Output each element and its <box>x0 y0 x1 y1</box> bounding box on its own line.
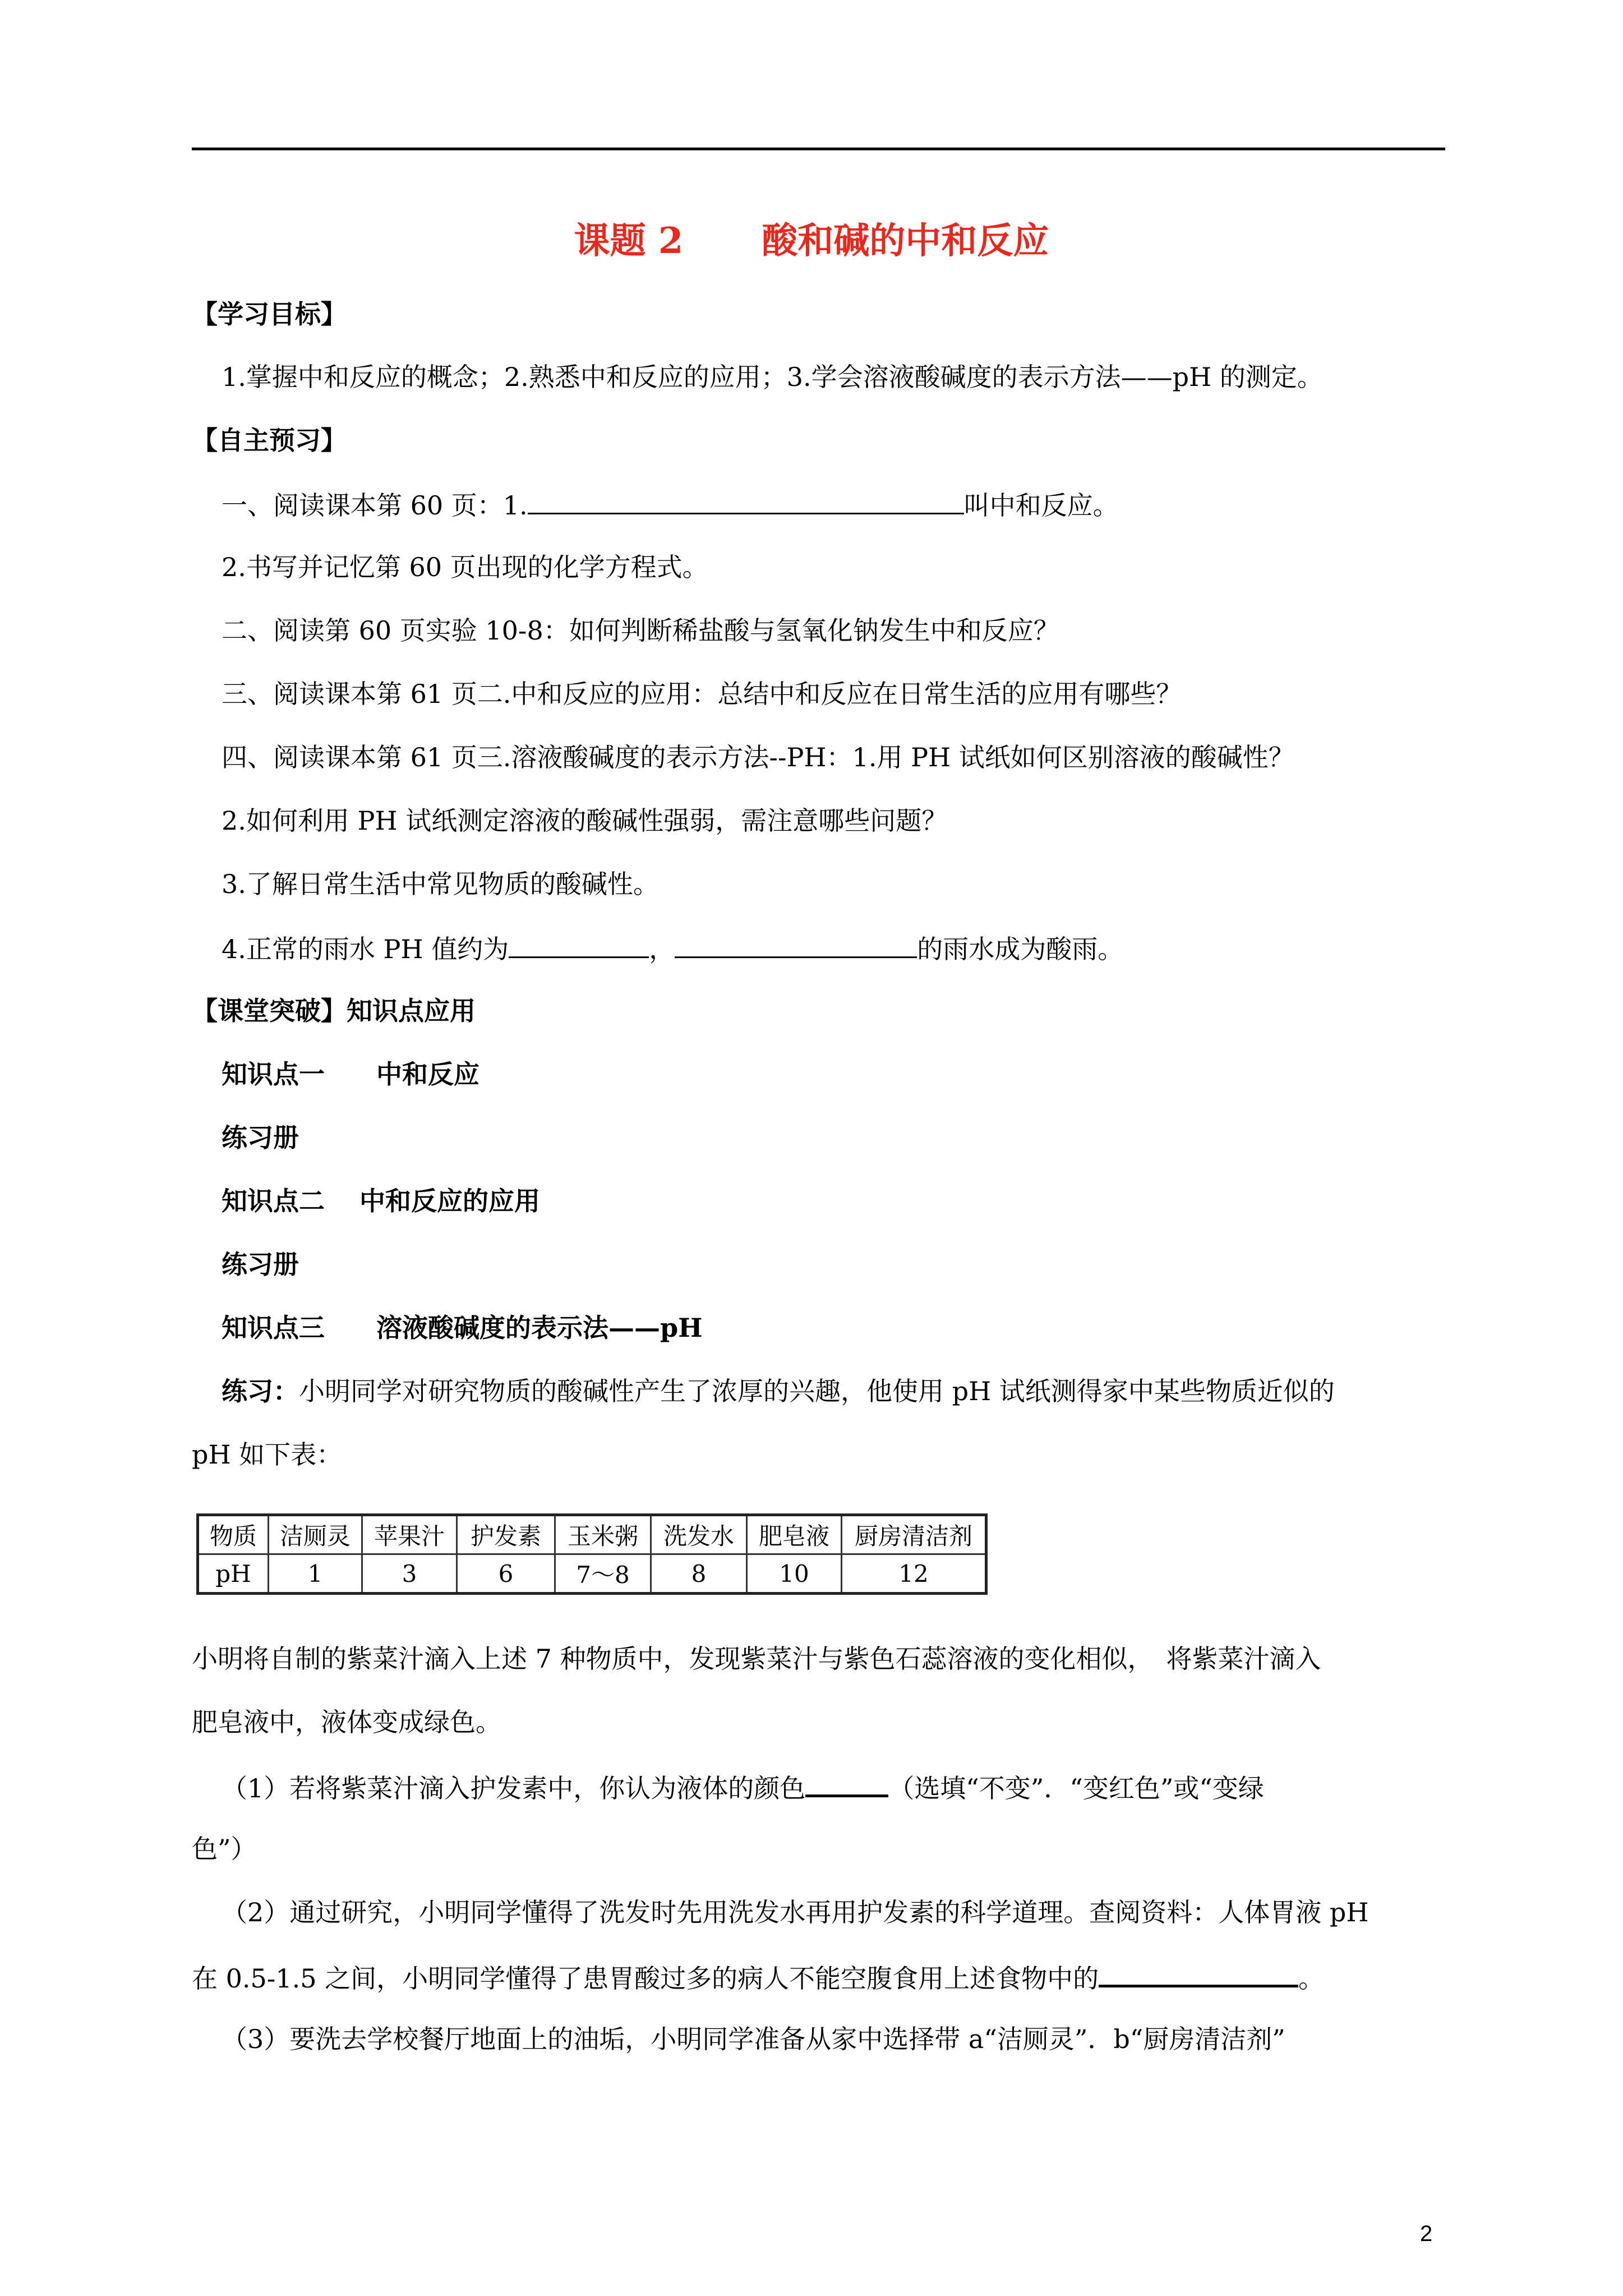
question-1-cont: 色”） <box>192 1834 257 1864</box>
table-cell: 厨房清洁剂 <box>842 1515 986 1554</box>
exercise-after-1: 小明将自制的紫菜汁滴入上述 7 种物质中，发现紫菜汁与紫色石蕊溶液的变化相似， 将紫菜汁滴入 <box>192 1644 1321 1674</box>
preview-q8: 4.正常的雨水 PH 值约为 ， 的雨水成为酸雨。 <box>222 931 1123 966</box>
title-topic: 酸和碱的中和反应 <box>762 220 1049 262</box>
preview-q2: 2.书写并记忆第 60 页出现的化学方程式。 <box>222 552 708 582</box>
knowledge-point-2: 知识点二 中和反应的应用 <box>222 1186 541 1216</box>
preview-q1: 一、阅读课本第 60 页：1. 叫中和反应。 <box>222 487 1119 522</box>
knowledge-point-3: 知识点三 溶液酸碱度的表示法——pH <box>222 1313 703 1343</box>
classroom-header: 【课堂突破】知识点应用 <box>192 996 476 1026</box>
title-lesson: 课题 2 <box>574 220 684 262</box>
page-title <box>0 212 1623 264</box>
table-cell: 7～8 <box>555 1554 651 1594</box>
preview-q6: 2.如何利用 PH 试纸测定溶液的酸碱性强弱，需注意哪些问题？ <box>222 806 948 836</box>
objectives-header: 【学习目标】 <box>192 299 347 329</box>
header-rule <box>192 148 1445 150</box>
question-3: （3）要洗去学校餐厅地面上的油垢，小明同学准备从家中选择带 a“洁厕灵”．b“厨房清洁剂” <box>222 2024 1285 2054</box>
table-cell: 3 <box>362 1554 457 1594</box>
answer-blank[interactable] <box>509 931 649 958</box>
table-cell: 物质 <box>198 1515 269 1554</box>
exercise-after-2: 肥皂液中，液体变成绿色。 <box>192 1707 501 1737</box>
workbook-label-2: 练习册 <box>222 1249 299 1280</box>
preview-q7: 3.了解日常生活中常见物质的酸碱性。 <box>222 869 659 899</box>
preview-q4: 三、阅读课本第 61 页二.中和反应的应用：总结中和反应在日常生活的应用有哪些？ <box>222 679 1182 709</box>
table-cell: 10 <box>747 1554 842 1594</box>
table-cell: 洗发水 <box>651 1515 747 1554</box>
table-row <box>198 1515 986 1554</box>
workbook-label-1: 练习册 <box>222 1122 299 1153</box>
preview-header: 【自主预习】 <box>192 425 347 455</box>
table-cell: 玉米粥 <box>555 1515 651 1554</box>
question-1: （1）若将紫菜汁滴入护发素中，你认为液体的颜色 （选填“不变”．“变红色”或“变绿 <box>222 1769 1264 1805</box>
answer-blank[interactable] <box>805 1769 888 1797</box>
preview-q5: 四、阅读课本第 61 页三.溶液酸碱度的表示方法--PH：1.用 PH 试纸如何区别溶液的酸碱性？ <box>222 742 1294 772</box>
answer-blank[interactable] <box>675 931 917 958</box>
answer-blank[interactable] <box>1099 1959 1298 1987</box>
exercise-intro: 练习：小明同学对研究物质的酸碱性产生了浓厚的兴趣，他使用 pH 试纸测得家中某些物质近似的 <box>222 1376 1335 1406</box>
table-cell: 6 <box>457 1554 555 1594</box>
page-number: 2 <box>1420 2221 1433 2246</box>
table-cell: pH <box>198 1554 269 1594</box>
answer-blank[interactable] <box>528 487 964 514</box>
table-cell: 8 <box>651 1554 747 1594</box>
objectives-text: 1.掌握中和反应的概念；2.熟悉中和反应的应用；3.学会溶液酸碱度的表示方法——pH 的测定。 <box>222 362 1323 392</box>
question-2: （2）通过研究，小明同学懂得了洗发时先用洗发水再用护发素的科学道理。查阅资料：人体胃液 pH <box>222 1897 1369 1927</box>
exercise-intro-cont: pH 如下表： <box>192 1439 343 1470</box>
table-row <box>198 1554 986 1594</box>
table-cell: 护发素 <box>457 1515 555 1554</box>
table-cell: 12 <box>842 1554 986 1594</box>
question-2-cont: 在 0.5-1.5 之间，小明同学懂得了患胃酸过多的病人不能空腹食用上述食物中的 。 <box>192 1959 1324 1995</box>
preview-q3: 二、阅读第 60 页实验 10-8：如何判断稀盐酸与氢氧化钠发生中和反应？ <box>222 615 1059 646</box>
table-cell: 洁厕灵 <box>269 1515 362 1554</box>
table-cell: 苹果汁 <box>362 1515 457 1554</box>
table-cell: 肥皂液 <box>747 1515 842 1554</box>
knowledge-point-1: 知识点一 中和反应 <box>222 1059 479 1089</box>
ph-table <box>196 1513 988 1595</box>
table-cell: 1 <box>269 1554 362 1594</box>
